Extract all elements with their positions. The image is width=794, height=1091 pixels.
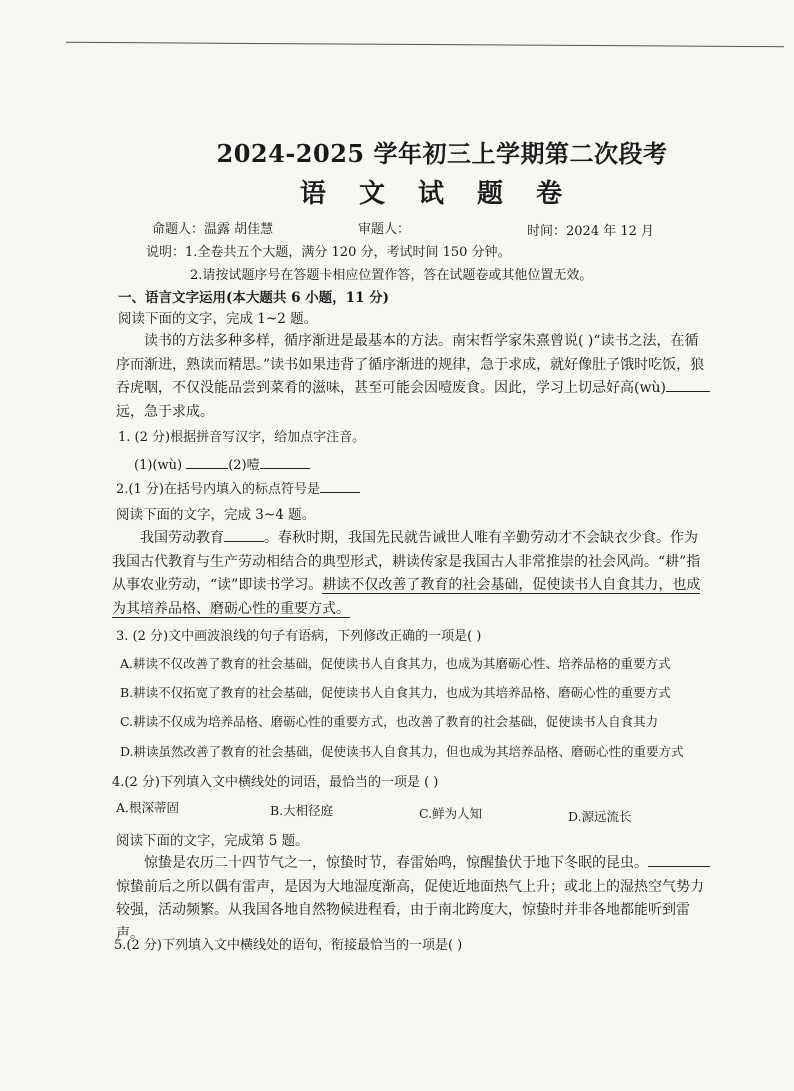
passage-b [112,527,708,621]
authors: 命题人：温露 胡佳慧 [152,222,274,237]
top-rule [66,42,784,47]
q3-option-d: D.耕读虽然改善了教育的社会基础，促使读书人自食其力，但也成为其培养品格、磨砺心性的重要方式 [120,744,684,759]
question-4: 4.(2 分)下列填入文中横线处的词语，最恰当的一项是 ( ) [112,775,439,790]
question-3: 3. (2 分)文中画波浪线的句子有语病，下列修改正确的一项是( ) [116,629,482,644]
question-1-sub [134,454,310,473]
q3-option-b: B.耕读不仅拓宽了教育的社会基础，促使读书人自食其力，也成为其培养品格、磨砺心性的重要方式 [120,685,671,700]
passage-c-blank [648,854,710,867]
exam-title: 2024-2025 学年初三上学期第二次段考 [216,139,668,168]
reviewer: 审题人： [358,222,411,237]
question-2 [116,478,360,497]
q1-sub2-label: (2)噎 [228,458,260,473]
intro-b: 阅读下面的文字，完成 3~4 题。 [116,507,316,523]
passage-b-wavy: 耕读不仅改善了教育的社会基础，促使读书人自食其力，也成为其培养品格、磨砺心性的重要方式。 [112,577,701,617]
section-heading: 一、语言文字运用(本大题共 6 小题，11 分) [118,290,390,306]
q3-option-c: C.耕读不仅成为培养品格、磨砺心性的重要方式，也改善了教育的社会基础，促使读书人自食其力 [120,714,659,729]
passage-b-rest: 。春秋时期，我国先民就告诫世人唯有辛勤劳动才不会缺衣少食。作为我国古代教育与生产劳动相结合的典型形式，耕读传家是我国古人非常推崇的社会风尚。“耕”指从事农业劳动，“读”即读书学习。 [112,530,701,593]
intro-a: 阅读下面的文字，完成 1~2 题。 [118,311,318,327]
question-1: 1. (2 分)根据拼音写汉字，给加点字注音。 [118,430,366,445]
passage-c-a: 惊蛰是农历二十四节气之一，惊蛰时节，春雷始鸣，惊醒蛰伏于地下冬眠的昆虫。 [144,855,648,871]
question-2-text: 2.(1 分)在括号内填入的标点符号是 [116,482,320,497]
q4-option-b: B.大相径庭 [270,803,334,818]
passage-a-blank [666,379,710,392]
intro-c: 阅读下面的文字，完成第 5 题。 [116,833,309,849]
passage-a-end: 远，急于求成。 [116,403,214,420]
q1-sub2-blank [260,456,310,469]
q2-blank [320,480,360,493]
passage-a-text: 读书的方法多种多样，循序渐进是最基本的方法。南宋哲学家朱熹曾说( )“读书之法，在循序而渐进，熟读而精思。”读书如果违背了循序渐进的规律，急于求成，就好像肚子饿时吃饭，狼吞虎咽，不仅没能品尝到菜肴的滋味，甚至可能会因噎废食。因此，学习上切忌好高(wù) [116,333,705,396]
passage-b-start: 我国劳动教育 [140,530,224,546]
q4-option-d: D.源远流长 [568,809,632,824]
passage-c-b: 惊蛰前后之所以偶有雷声，是因为大地湿度渐高，促使近地面热气上升；或北上的湿热空气势力较强，活动频繁。从我国各地自然物候进程看，由于南北跨度大，惊蛰时并非各地都能听到雷声。 [116,878,704,942]
note-2: 2.请按试题序号在答题卡相应位置作答，答在试题卷或其他位置无效。 [190,268,593,283]
passage-c [116,852,716,946]
q3-option-a: A.耕读不仅改善了教育的社会基础，促使读书人自食其力，也成为其磨砺心性、培养品格的重要方式 [120,656,671,671]
passage-a [116,330,712,424]
exam-subtitle: 语 文 试 题 卷 [299,179,575,209]
q1-sub1-blank [186,456,228,469]
exam-time: 时间：2024 年 12 月 [527,224,655,239]
question-5: 5.(2 分)下列填入文中横线处的语句，衔接最恰当的一项是( ) [114,938,463,953]
q1-sub1-label: (1)(wù) [134,458,183,473]
passage-b-blank [224,529,264,542]
q4-option-a: A.根深蒂固 [116,800,180,815]
q4-option-c: C.鲜为人知 [419,806,483,821]
note-1: 说明：1.全卷共五个大题，满分 120 分，考试时间 150 分钟。 [146,245,511,260]
